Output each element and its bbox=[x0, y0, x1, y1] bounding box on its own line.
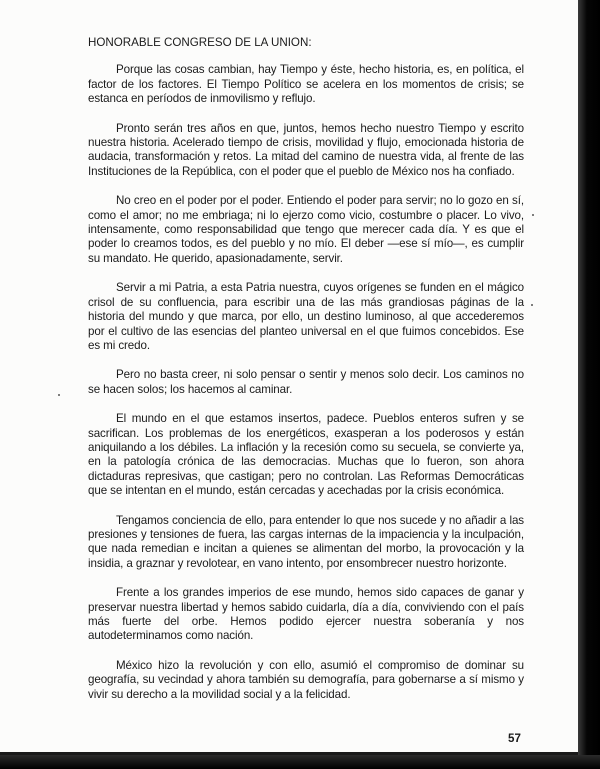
paragraph-1: Porque las cosas cambian, hay Tiempo y éste, hecho historia, es, en política, el factor de los factores. El Tiempo Político se acelera en los momentos de crisis; se estanca en períodos de inmovilismo y reflujo. bbox=[88, 63, 524, 106]
paragraph-9: México hizo la revolución y con ello, asumió el compromiso de dominar su geografía, su vecindad y ahora también su demografía, para gobernarse a sí mismo y vivir su derecho a la movilidad social y a la felicidad. bbox=[88, 658, 524, 701]
scan-shadow-right bbox=[578, 0, 600, 769]
page-heading: HONORABLE CONGRESO DE LA UNION: bbox=[88, 36, 312, 49]
scan-speck bbox=[58, 394, 60, 396]
page-number: 57 bbox=[508, 732, 521, 745]
scan-shadow-bottom bbox=[0, 755, 600, 769]
paragraph-8: Frente a los grandes imperios de ese mundo, hemos sido capaces de ganar y preservar nuestra libertad y hemos sabido cuidarla, día a día, conviviendo con el país más fuerte del orbe. Hemos podido ejercer nuestra soberanía y nos autodeterminamos como nación. bbox=[88, 586, 524, 643]
paragraph-4: Servir a mi Patria, a esta Patria nuestra, cuyos orígenes se funden en el mágico crisol de su confluencia, para escribir una de las más grandiosas páginas de la historia del mundo y que marca, por ello, un destino luminoso, al que accederemos por el cultivo de las esencias del planteo universal en el que fuimos concebidos. Ese es mi credo. bbox=[88, 281, 524, 352]
paragraph-6: El mundo en el que estamos insertos, padece. Pueblos enteros sufren y se sacrifican. Los problemas de los energéticos, exasperan a los poderosos y están aniquilando a los débiles. La inflación y la recesión como su secuela, se convierte ya, en la patología crónica de las democracias. Muchas que lo fueron, son ahora dictaduras represivas, que castigan; pero no controlan. Las Reformas Democráticas que se intentan en el mundo, están cercadas y acechadas por la crisis económica. bbox=[88, 412, 524, 498]
page-body bbox=[88, 36, 524, 717]
scan-speck bbox=[532, 214, 534, 216]
paragraph-3: No creo en el poder por el poder. Entiendo el poder para servir; no lo gozo en sí, como el amor; no me embriaga; ni lo ejerzo como vicio, costumbre o placer. Lo vivo, intensamente, como responsabilidad que tengo que merecer cada día. Y es que el poder lo creamos todos, es del pueblo y no mío. El deber —ese sí mío—, es cumplir su mandato. He querido, apasionadamente, servir. bbox=[88, 194, 524, 265]
paragraph-7: Tengamos conciencia de ello, para entender lo que nos sucede y no añadir a las presiones y tensiones de fuera, las cargas internas de la impaciencia y la inculpación, que nada remedian e incitan a quienes se alimentan del morbo, la provocación y la insidia, a graznar y revolotear, en vano intento, por ensombrecer nuestro horizonte. bbox=[88, 513, 524, 570]
scan-speck bbox=[531, 304, 533, 306]
paragraph-2: Pronto serán tres años en que, juntos, hemos hecho nuestro Tiempo y escrito nuestra historia. Acelerado tiempo de crisis, movilidad y flujo, emocionada historia de audacia, transformación y retos. La mitad del camino de nuestra vida, al frente de las Instituciones de la República, con el poder que el pueblo de México nos ha confiado. bbox=[88, 121, 524, 178]
paragraph-5: Pero no basta creer, ni solo pensar o sentir y menos solo decir. Los caminos no se hacen solos; los hacemos al caminar. bbox=[88, 368, 524, 396]
